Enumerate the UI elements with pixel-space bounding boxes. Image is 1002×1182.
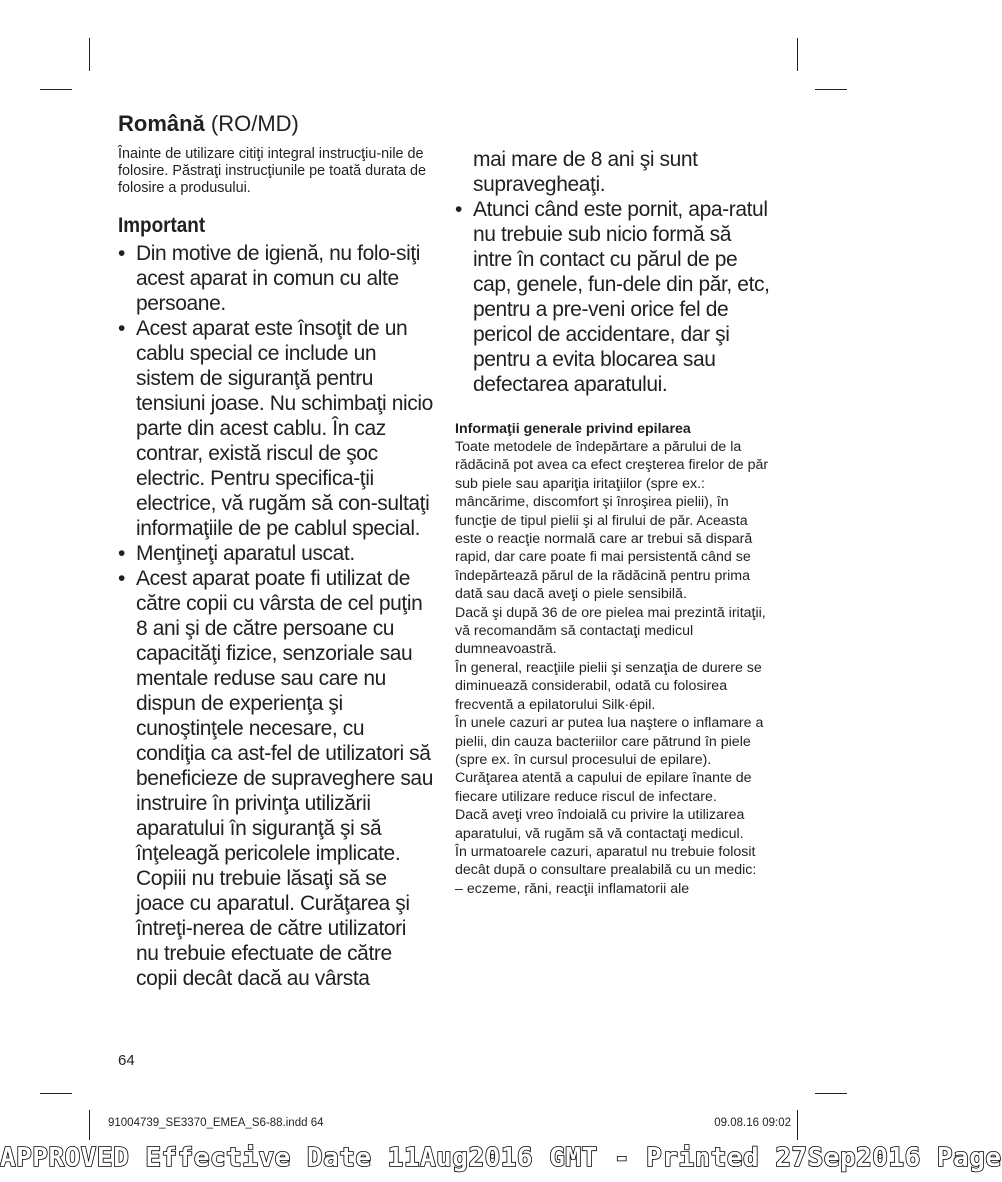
footer-timestamp: 09.08.16 09:02: [714, 1117, 791, 1129]
bullet-text: Acest aparat poate fi utilizat de către copii cu vârsta de cel puţin 8 ani şi de către persoane cu capacităţi fizice, senzoriale sau mentale reduse sau care nu dispun de experienţa şi cunoştinţele necesare, cu condiţia ca ast-fel de utilizatori să beneficieze de supraveghere sau instruire în privinţa utilizării aparatului în siguranţă şi să înţeleagă pericolele implicate. Copiii nu trebuie lăsaţi să se joace cu aparatul. Curăţarea şi întreţi-nerea de către utilizatori nu trebuie efectuate de către copii decât dacă au vârsta: [136, 567, 433, 990]
paragraph: În unele cazuri ar putea lua naştere o inflamare a pielii, din cauza bacteriilor care pătrund în piele (spre ex. în cursul procesului de epilare). Curăţarea atentă a capului de epilare înante de fiecare utilizare reduce riscul de infectare.: [455, 715, 764, 805]
right-column: [455, 147, 771, 898]
left-column: [118, 110, 434, 991]
bullet-text: Acest aparat este însoţit de un cablu special ce include un sistem de siguranţă pentru tensiuni joase. Nu schimbaţi nicio parte din acest cablu. În caz contrar, există riscul de şoc electric. Pentru specifica-ţii electrice, vă rugăm să con-sultaţi informaţiile de pe cablul special.: [136, 317, 433, 540]
section-title-code: (RO/MD): [204, 111, 299, 136]
paragraph: Dacă şi după 36 de ore pielea mai prezintă iritaţii, vă recomandăm să contactaţi medicul dumneavoastră.: [455, 604, 766, 658]
list-item: [455, 197, 771, 397]
crop-mark-top-right-vertical: [797, 38, 798, 71]
crop-mark-bottom-left-horizontal: [40, 1093, 72, 1094]
crop-mark-top-left-vertical: [89, 38, 90, 71]
paragraph: Dacă aveţi vreo îndoială cu privire la utilizarea aparatului, vă rugăm să vă contactaţi medicul.: [455, 807, 745, 842]
paragraph: În general, reacţiile pielii şi senzaţia de durere se diminuează considerabil, odată cu folosirea frecventă a epilatorului Silk·épil.: [455, 659, 762, 713]
bullet-icon: •: [118, 317, 125, 340]
approval-watermark: APPROVED Effective Date 11Aug2016 GMT - Printed 27Sep2016 Page: [0, 1143, 1002, 1173]
bullet-icon: •: [118, 542, 125, 565]
general-info-heading: Informaţii generale privind epilarea: [455, 421, 691, 437]
bullet-icon: •: [118, 567, 125, 590]
list-item: [118, 566, 434, 991]
bullet-text: Menţineţi aparatul uscat.: [136, 542, 355, 565]
list-item: [118, 316, 434, 541]
crop-mark-bottom-right-horizontal: [815, 1093, 847, 1094]
bullet-text: mai mare de 8 ani şi sunt supravegheaţi.: [473, 148, 698, 196]
intro-text: Înainte de utilizare citiţi integral instrucţiu-nile de folosire. Păstraţi instrucţiunile pe toată durata de folosire a produsului.: [118, 146, 426, 196]
bullet-text: Din motive de igienă, nu folo-siţi acest aparat in comun cu alte persoane.: [136, 242, 421, 315]
crop-mark-bottom-left-vertical: [89, 1110, 90, 1140]
crop-mark-top-left-horizontal: [40, 89, 72, 90]
paragraph: – eczeme, răni, reacţii inflamatorii ale: [455, 880, 690, 897]
bullet-icon: •: [455, 198, 462, 221]
crop-mark-top-right-horizontal: [815, 89, 847, 90]
paragraph: În urmatoarele cazuri, aparatul nu trebuie folosit decât după o consultare prealabilă cu un medic:: [455, 843, 757, 879]
important-bullet-list: [118, 241, 434, 991]
crop-mark-bottom-right-vertical: [797, 1110, 798, 1140]
paragraph: Toate metodele de îndepărtare a părului de la rădăcină pot avea ca efect creşterea firelor de păr sub piele sau apariţia iritaţiilor (spre ex.: mâncărime, discomfort şi înroşirea pielii), în funcţie de tipul pielii şi al firului de păr. Aceasta este o reacţie normală care ar trebui să dispară rapid, dar care poate fi mai persistentă când se îndepărtează părul de la rădăcină pentru prima dată sau dacă aveţi o piele sensibilă.: [455, 439, 769, 603]
important-heading: Important: [118, 214, 206, 237]
list-item: [118, 241, 434, 316]
section-title: [118, 110, 434, 138]
footer-file-info: 91004739_SE3370_EMEA_S6-88.indd 64: [108, 1117, 324, 1129]
page-number: 64: [118, 1052, 135, 1069]
list-item: [118, 541, 434, 566]
section-title-language: Română: [118, 111, 205, 136]
list-item-continuation: [455, 147, 771, 197]
bullet-text: Atunci când este pornit, apa-ratul nu trebuie sub nicio formă să intre în contact cu părul de pe cap, genele, fun-dele din păr, etc, pentru a pre-veni orice fel de pericol de accidentare, dar şi pentru a evita blocarea sau defectarea aparatului.: [473, 198, 770, 396]
bullet-icon: •: [118, 242, 125, 265]
important-bullet-list-continued: [455, 147, 771, 397]
